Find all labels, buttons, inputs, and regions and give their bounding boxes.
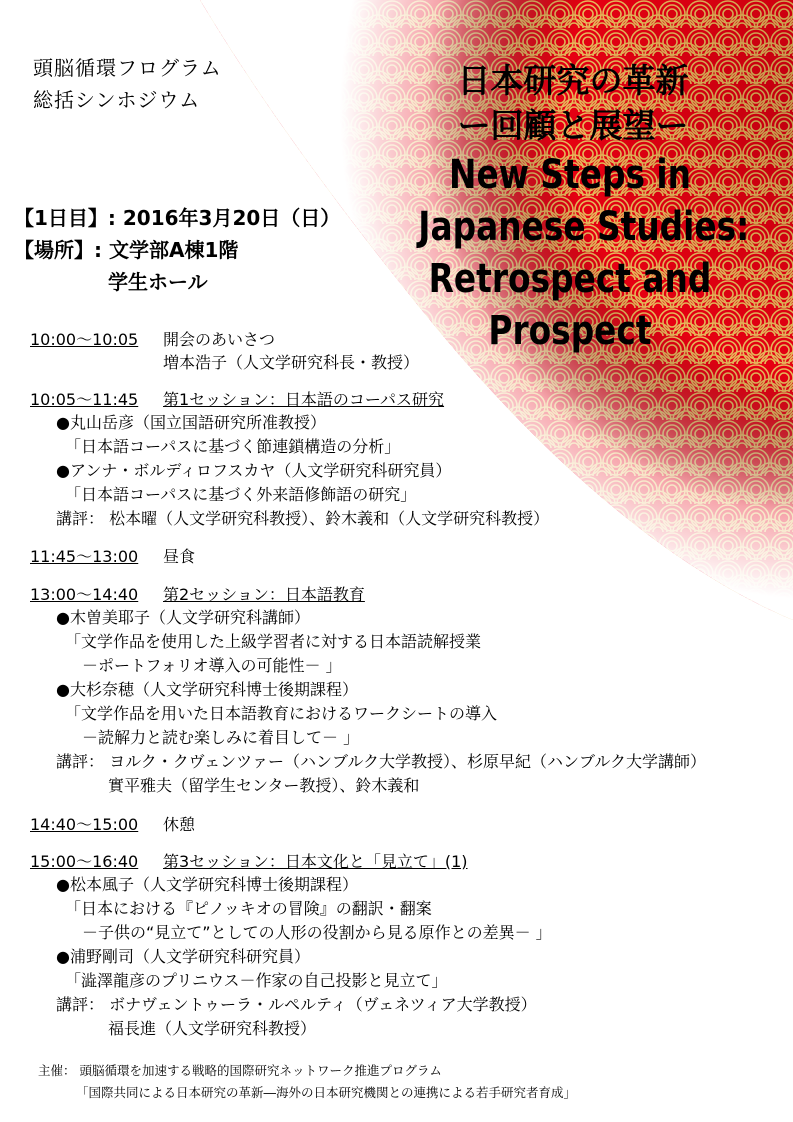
- talk-subtitle: －子供の“見立て”としての人形の役割から見る原作との差異－ 」: [82, 923, 552, 942]
- title-ja-line1: 日本研究の革新: [457, 61, 689, 100]
- commentators: 講評： 松本曜（人文学研究科教授）、鈴木義和（人文学研究科教授）: [56, 509, 550, 528]
- program-name-line1: 頭脳循環フログラム: [33, 56, 222, 80]
- schedule-time: 13:00～14:40: [30, 585, 139, 604]
- date-row: [14, 202, 340, 231]
- commentators-cont: 福長進（人文学研究科教授）: [108, 1019, 317, 1038]
- program-name-line2: 総括シンホジウム: [33, 88, 201, 112]
- talk-title: 「文学作品を使用した上級学習者に対する日本語読解授業: [65, 632, 482, 651]
- schedule-title: 昼食: [163, 547, 196, 566]
- schedule-time: 11:45～13:00: [30, 547, 139, 566]
- title-ja-line2: ー回顧と展望ー: [457, 106, 689, 145]
- talk-subtitle: －ポートフォリオ導入の可能性－ 」: [82, 656, 342, 675]
- organizer-line2: 「国際共同による日本研究の革新―海外の日本研究機関との連携による若手研究者育成」: [76, 1085, 577, 1100]
- place-value-line2: 学生ホール: [108, 270, 208, 294]
- date-label: 【1日目】: [14, 206, 108, 230]
- talk-title: 「澁澤龍彦のプリニウス－作家の自己投影と見立て」: [65, 971, 448, 990]
- schedule-title: 開会のあいさつ: [163, 330, 276, 349]
- schedule-title: 第2セッション：日本語教育: [163, 585, 365, 604]
- place-label: 【場所】: [14, 238, 94, 262]
- talk-subtitle: －読解力と読む楽しみに着目して－ 」: [82, 728, 360, 747]
- title-en-line3: Retrospect and: [428, 256, 712, 302]
- schedule-time: 14:40～15:00: [30, 815, 139, 834]
- speaker: ●松本風子（人文学研究科博士後期課程）: [56, 875, 358, 894]
- place-row: [14, 234, 238, 263]
- talk-title: 「日本における『ピノッキオの冒険』の翻訳・翻案: [65, 899, 432, 918]
- talk-title: 「文学作品を用いた日本語教育におけるワークシートの導入: [65, 704, 498, 723]
- organizer-line1: 主催： 頭脳循環を加速する戦略的国際研究ネットワーク推進プログラム: [38, 1063, 442, 1078]
- talk-title: 「日本語コーパスに基づく外来語修飾語の研究」: [65, 485, 417, 504]
- date-value: : 2016年3月20日（日）: [107, 206, 341, 230]
- schedule-title: 第1セッション：日本語のコーパス研究: [163, 390, 445, 409]
- commentators: 講評： ボナヴェントゥーラ・ルペルティ（ヴェネツィア大学教授）: [56, 995, 537, 1014]
- speaker: ●大杉奈穂（人文学研究科博士後期課程）: [56, 680, 358, 699]
- speaker: ●アンナ・ボルディロフスカヤ（人文学研究科研究員）: [56, 461, 452, 480]
- title-en-line1: New Steps in: [448, 152, 691, 198]
- title-en-line4: Prospect: [488, 308, 652, 354]
- place-value: : 文学部A棟1階: [94, 238, 239, 262]
- commentators-cont: 實平雅夫（留学生センター教授）、鈴木義和: [108, 776, 420, 795]
- schedule-time: 10:05～11:45: [30, 390, 139, 409]
- schedule-title: 第3セッション：日本文化と「見立て」(1): [163, 852, 468, 871]
- title-en-line2: Japanese Studies:: [418, 204, 750, 250]
- commentators: 講評： ヨルク・クヴェンツァー（ハンブルク大学教授）、杉原早紀（ハンブルク大学講師）: [56, 752, 707, 771]
- schedule-time: 10:00～10:05: [30, 330, 139, 349]
- speaker: ●浦野剛司（人文学研究科研究員）: [56, 947, 310, 966]
- schedule-title: 休憩: [163, 815, 196, 834]
- speaker: ●丸山岳彦（国立国語研究所准教授）: [56, 413, 326, 432]
- speaker: ●木曽美耶子（人文学研究科講師）: [56, 608, 310, 627]
- schedule-line: 増本浩子（人文学研究科長・教授）: [163, 353, 420, 372]
- schedule-time: 15:00～16:40: [30, 852, 139, 871]
- talk-title: 「日本語コーパスに基づく節連鎖構造の分析」: [65, 437, 401, 456]
